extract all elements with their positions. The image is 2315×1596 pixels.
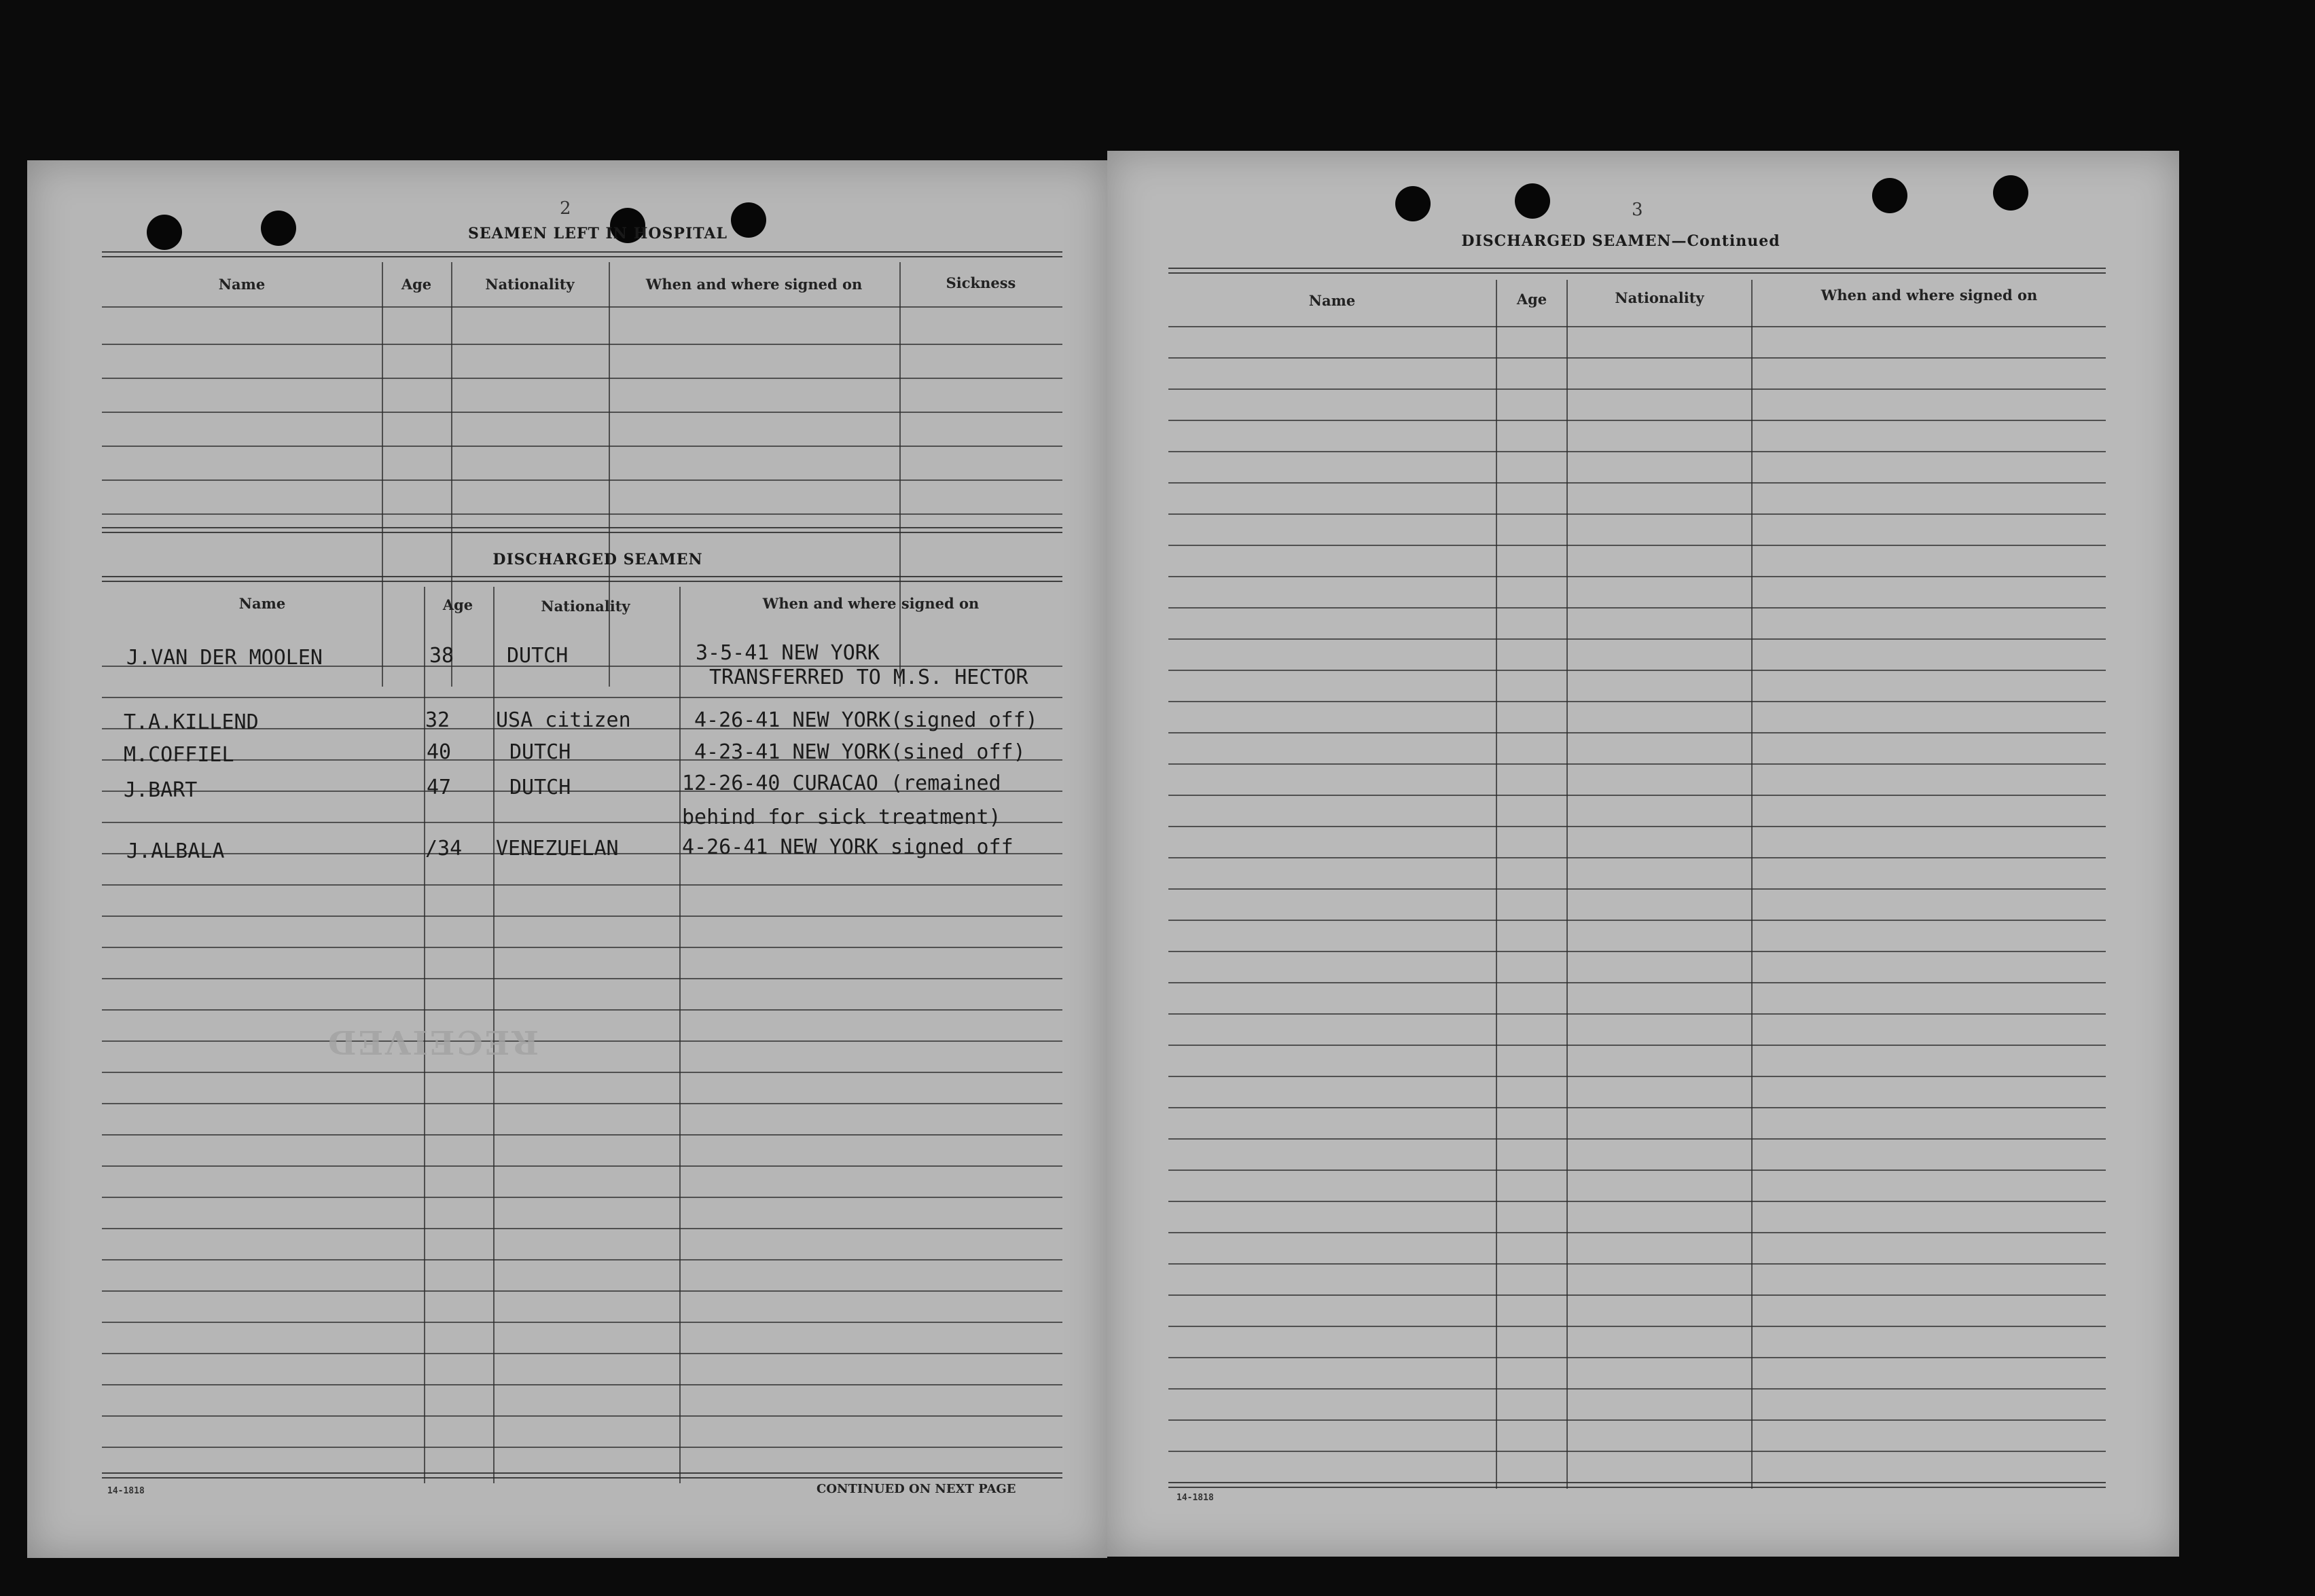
received-stamp: RECEIVED: [326, 1023, 539, 1061]
form-row-rule: [102, 1259, 1062, 1261]
entry-name: J.BART: [124, 778, 198, 802]
hospital-row-rule: [102, 513, 1062, 515]
hospital-section-title: SEAMEN LEFT IN HOSPITAL: [468, 225, 728, 242]
form-row-rule: [1168, 701, 2106, 702]
discharged-header-age: Age: [442, 596, 473, 613]
form-row-rule: [102, 1009, 1062, 1011]
entry-age: 38: [429, 644, 454, 668]
form-row-rule: [1168, 1169, 2106, 1171]
form-row-rule: [1168, 1076, 2106, 1077]
form-row-rule: [102, 1103, 1062, 1104]
form-row-rule: [1168, 670, 2106, 671]
continued-note: CONTINUED ON NEXT PAGE: [816, 1482, 1016, 1496]
form-row-rule: [1168, 1451, 2106, 1452]
discharged-section-title: DISCHARGED SEAMEN: [492, 551, 703, 568]
discharged-col-divider: [679, 587, 681, 1483]
form-row-rule: [102, 884, 1062, 886]
form-row-rule: [102, 1384, 1062, 1385]
discharged-header-nationality: Nationality: [541, 598, 630, 615]
right-section-title: DISCHARGED SEAMEN—Continued: [1461, 232, 1780, 250]
form-row-rule: [1168, 951, 2106, 952]
form-row-rule: [1168, 1388, 2106, 1390]
form-row-rule: [1168, 1201, 2106, 1202]
right-header-name: Name: [1308, 292, 1356, 309]
hospital-col-divider: [451, 262, 452, 687]
form-row-rule: [102, 1353, 1062, 1354]
hospital-col-divider: [899, 262, 901, 687]
form-row-rule: [102, 1165, 1062, 1167]
form-row-rule: [1168, 388, 2106, 390]
right-header-nationality: Nationality: [1615, 289, 1704, 306]
punch-hole-8: [1993, 175, 2028, 211]
form-row-rule: [1168, 1357, 2106, 1358]
entry-name: J.VAN DER MOOLEN: [126, 646, 323, 670]
entry-nationality: DUTCH: [509, 776, 571, 799]
form-row-rule: [1168, 482, 2106, 484]
hospital-header-age: Age: [401, 276, 432, 293]
form-row-rule: [1168, 732, 2106, 733]
entry-signed-on: 4-26-41 NEW YORK signed off: [682, 835, 1013, 859]
discharged-header-when-where: When and where signed on: [762, 595, 980, 612]
form-row-rule: [1168, 545, 2106, 546]
right-table-top-rule: [1168, 268, 2106, 274]
entry-name: J.ALBALA: [126, 839, 225, 863]
form-row-rule: [1168, 607, 2106, 609]
form-row-rule: [1168, 826, 2106, 827]
entry-signed-on: 12-26-40 CURACAO (remained: [682, 772, 1001, 795]
form-row-rule: [1168, 982, 2106, 983]
form-row-rule: [1168, 1138, 2106, 1140]
form-row-rule: [1168, 1107, 2106, 1108]
form-row-rule: [102, 1040, 1062, 1042]
form-number: 14-1818: [1177, 1493, 1214, 1503]
page-number: 3: [1632, 200, 1643, 220]
form-row-rule: [1168, 357, 2106, 359]
entry-age: /34: [425, 837, 463, 860]
entry-age: 40: [427, 740, 452, 764]
entry-nationality: VENEZUELAN: [496, 837, 619, 860]
form-row-rule: [1168, 513, 2106, 515]
hospital-row-rule: [102, 446, 1062, 447]
entry-signed-on: 3-5-41 NEW YORK: [696, 641, 880, 665]
punch-hole-2: [261, 211, 296, 246]
form-row-rule: [102, 697, 1062, 698]
entry-nationality: DUTCH: [509, 740, 571, 764]
form-row-rule: [1168, 420, 2106, 421]
hospital-header-nationality: Nationality: [485, 276, 575, 293]
hospital-row-rule: [102, 306, 1062, 308]
hospital-row-rule: [102, 412, 1062, 413]
right-col-divider: [1751, 280, 1753, 1489]
form-row-rule: [102, 915, 1062, 917]
page-number: 2: [560, 198, 571, 219]
form-row-rule: [102, 1072, 1062, 1073]
entry-signed-on: 4-26-41 NEW YORK(signed off): [694, 708, 1038, 732]
entry-name: M.COFFIEL: [124, 743, 234, 767]
entry-nationality: DUTCH: [507, 644, 569, 668]
entry-nationality: USA citizen: [496, 708, 631, 732]
right-form-page: [1107, 151, 2179, 1557]
entry-note: behind for sick treatment): [682, 805, 1001, 829]
form-row-rule: [1168, 326, 2106, 327]
entry-signed-on: 4-23-41 NEW YORK(sined off): [694, 740, 1026, 764]
punch-hole-6: [1515, 183, 1550, 219]
hospital-header-when-where: When and where signed on: [645, 276, 863, 293]
form-row-rule: [1168, 1232, 2106, 1233]
punch-hole-5: [1395, 186, 1431, 221]
form-row-rule: [1168, 795, 2106, 796]
hospital-col-divider: [609, 262, 610, 687]
form-row-rule: [102, 1134, 1062, 1136]
hospital-col-divider: [382, 262, 383, 687]
form-row-rule: [102, 947, 1062, 948]
form-row-rule: [102, 1415, 1062, 1417]
form-row-rule: [1168, 857, 2106, 858]
form-row-rule: [102, 1290, 1062, 1292]
form-row-rule: [1168, 1326, 2106, 1327]
discharged-header-name: Name: [238, 595, 286, 612]
form-row-rule: [1168, 451, 2106, 452]
right-col-divider: [1566, 280, 1568, 1489]
left-form-page: [27, 160, 1107, 1558]
entry-age: 47: [427, 776, 452, 799]
form-number: 14-1818: [107, 1486, 145, 1496]
right-table-bottom-rule: [1168, 1482, 2106, 1488]
hospital-row-rule: [102, 344, 1062, 345]
form-row-rule: [1168, 1013, 2106, 1015]
discharged-table-top-rule: [102, 576, 1062, 582]
form-row-rule: [1168, 1263, 2106, 1265]
form-row-rule: [102, 1322, 1062, 1323]
entry-age: 32: [425, 708, 450, 732]
form-row-rule: [1168, 1419, 2106, 1421]
form-row-rule: [1168, 888, 2106, 890]
form-row-rule: [1168, 763, 2106, 765]
form-row-rule: [102, 1228, 1062, 1229]
hospital-header-sickness: Sickness: [946, 274, 1016, 291]
form-row-rule: [1168, 1045, 2106, 1046]
hospital-row-rule: [102, 378, 1062, 379]
form-row-rule: [102, 1447, 1062, 1448]
punch-hole-1: [147, 215, 182, 250]
right-header-age: Age: [1516, 291, 1547, 308]
right-col-divider: [1496, 280, 1497, 1489]
hospital-table-bottom-rule: [102, 527, 1062, 533]
discharged-table-bottom-rule: [102, 1472, 1062, 1479]
form-row-rule: [1168, 920, 2106, 921]
form-row-rule: [1168, 576, 2106, 577]
entry-name: T.A.KILLEND: [124, 710, 259, 734]
hospital-row-rule: [102, 479, 1062, 481]
form-row-rule: [102, 1197, 1062, 1198]
form-row-rule: [102, 978, 1062, 979]
punch-hole-7: [1872, 178, 1907, 213]
entry-note: TRANSFERRED TO M.S. HECTOR: [709, 666, 1028, 689]
form-row-rule: [1168, 1294, 2106, 1296]
right-header-when-where: When and where signed on: [1820, 287, 2038, 304]
hospital-header-name: Name: [218, 276, 266, 293]
hospital-table-top-rule: [102, 251, 1062, 257]
form-row-rule: [1168, 638, 2106, 640]
